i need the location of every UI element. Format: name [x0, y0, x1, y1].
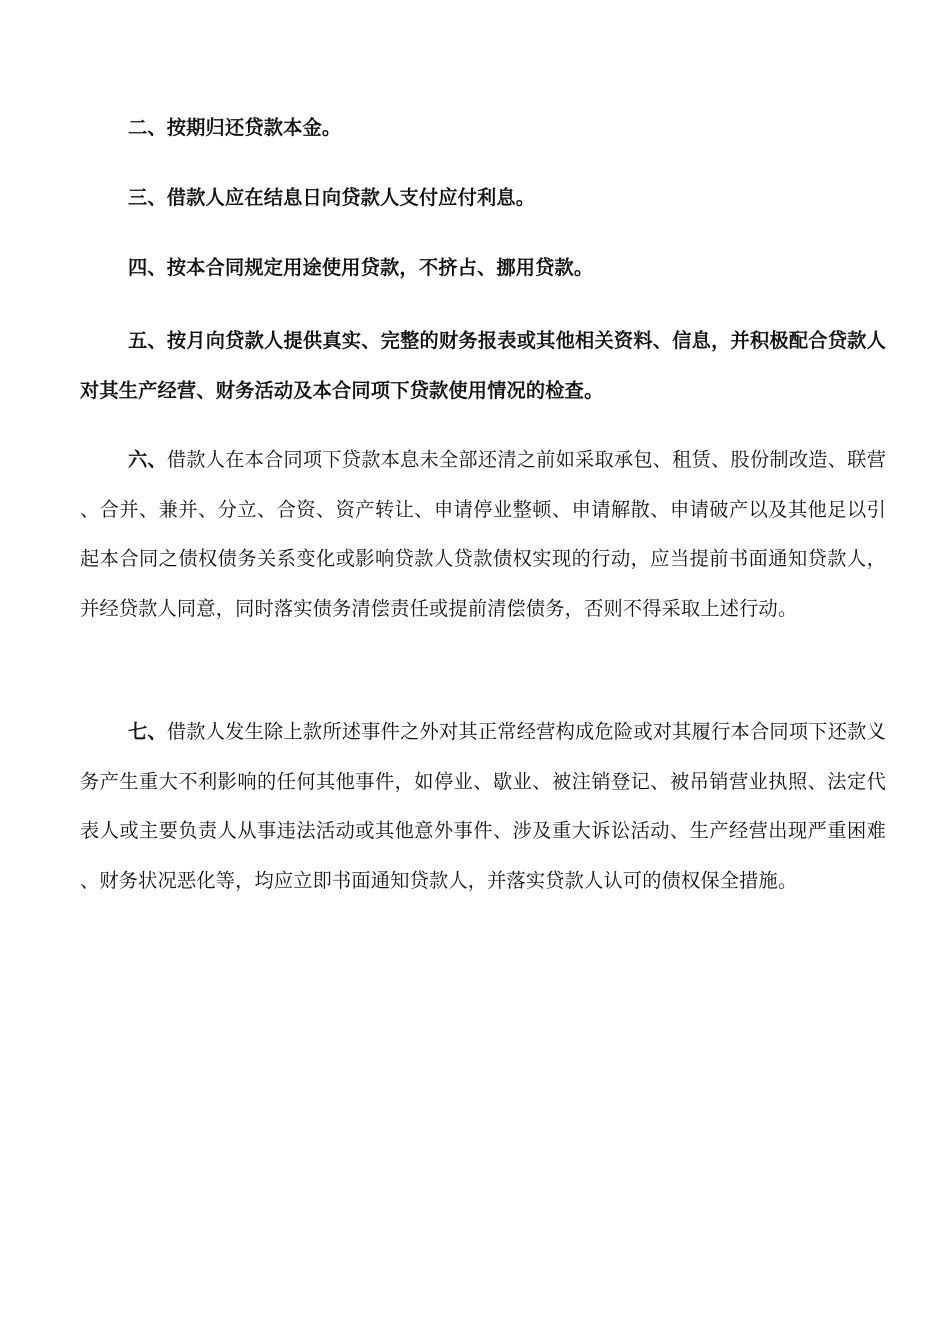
clause-text: 借款人在本合同项下贷款本息未全部还清之前如采取承包、租赁、股份制改造、联营、合并、兼并、分立、合资、资产转让、申请停业整顿、申请解散、申请破产以及其他足以引起本合同之债权债务关系变化或影响贷款人贷款债权实现的行动，应当提前书面通知贷款人，并经贷款人同意，同时落实债务清偿责任或提前清偿债务，否则不得采取上述行动。 [80, 448, 886, 620]
clause-4 [80, 243, 886, 293]
clause-7 [80, 707, 886, 905]
clause-number: 三、 [128, 186, 167, 209]
clause-3 [80, 173, 886, 223]
clause-number: 七、 [128, 720, 167, 743]
clause-text: 借款人应在结息日向贷款人支付应付利息。 [166, 186, 536, 209]
document-page [80, 0, 886, 1344]
clause-number: 二、 [128, 116, 167, 139]
clause-number: 六、 [128, 448, 167, 471]
clause-text: 按月向贷款人提供真实、完整的财务报表或其他相关资料、信息，并积极配合贷款人对其生产经营、财务活动及本合同项下贷款使用情况的检查。 [80, 329, 886, 402]
clause-number: 四、 [128, 256, 167, 279]
clause-5 [80, 316, 886, 415]
clause-text: 按本合同规定用途使用贷款，不挤占、挪用贷款。 [166, 256, 594, 279]
clause-6 [80, 435, 886, 633]
clause-2 [80, 103, 886, 153]
clause-text: 按期归还贷款本金。 [166, 116, 342, 139]
clause-text: 借款人发生除上款所述事件之外对其正常经营构成危险或对其履行本合同项下还款义务产生重大不利影响的任何其他事件，如停业、歇业、被注销登记、被吊销营业执照、法定代表人或主要负责人从事违法活动或其他意外事件、涉及重大诉讼活动、生产经营出现严重困难、财务状况恶化等，均应立即书面通知贷款人，并落实贷款人认可的债权保全措施。 [80, 720, 886, 892]
clause-number: 五、 [128, 329, 167, 352]
